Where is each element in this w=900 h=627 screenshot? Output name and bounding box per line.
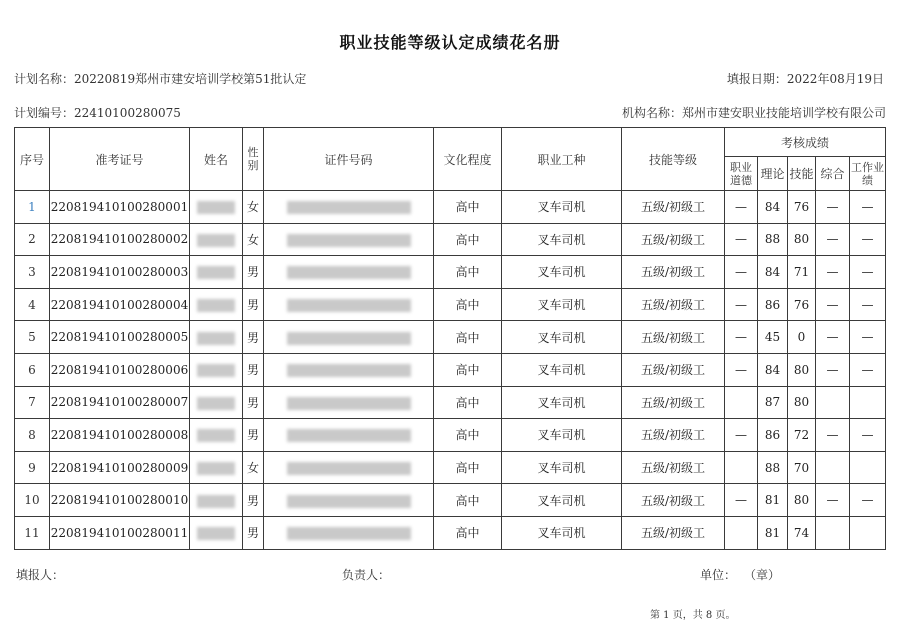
cell-theory: 88 (758, 223, 788, 256)
table-row (15, 353, 886, 386)
table-row (15, 191, 886, 224)
redacted-name (190, 353, 243, 386)
redacted-name (190, 484, 243, 517)
table-row (15, 484, 886, 517)
cell-education: 高中 (434, 288, 502, 321)
table-row (15, 516, 886, 549)
cell-work (850, 451, 886, 484)
redacted-name (190, 223, 243, 256)
cell-exam-no: 220819410100280010 (50, 484, 190, 517)
redaction-blur (197, 332, 235, 345)
cell-seq: 11 (15, 516, 50, 549)
cell-occupation: 叉车司机 (502, 484, 622, 517)
cell-theory: 88 (758, 451, 788, 484)
redacted-name (190, 321, 243, 354)
cell-skill: 76 (788, 288, 816, 321)
cell-occupation: 叉车司机 (502, 223, 622, 256)
cell-work: — (850, 321, 886, 354)
cell-work: — (850, 353, 886, 386)
cell-occupation: 叉车司机 (502, 386, 622, 419)
cell-occupation: 叉车司机 (502, 451, 622, 484)
fill-date: 填报日期：2022年08月19日 (726, 72, 884, 86)
redaction-blur (197, 397, 235, 410)
cell-exam-no: 220819410100280006 (50, 353, 190, 386)
cell-work: — (850, 191, 886, 224)
redacted-id (264, 321, 434, 354)
cell-seq: 2 (15, 223, 50, 256)
cell-work (850, 386, 886, 419)
cell-overall: — (816, 288, 850, 321)
cell-theory: 84 (758, 353, 788, 386)
cell-work: — (850, 256, 886, 289)
table-row (15, 256, 886, 289)
cell-level: 五级/初级工 (622, 353, 725, 386)
plan-number: 计划编号：22410100280075 (14, 106, 181, 120)
cell-seq: 6 (15, 353, 50, 386)
header-theory: 理论 (758, 157, 788, 191)
cell-skill: 76 (788, 191, 816, 224)
redaction-blur (287, 266, 411, 279)
cell-occupation: 叉车司机 (502, 256, 622, 289)
cell-exam-no: 220819410100280007 (50, 386, 190, 419)
cell-exam-no: 220819410100280005 (50, 321, 190, 354)
cell-seq: 1 (15, 191, 50, 224)
cell-level: 五级/初级工 (622, 386, 725, 419)
cell-occupation: 叉车司机 (502, 516, 622, 549)
cell-education: 高中 (434, 223, 502, 256)
plan-name: 计划名称：20220819郑州市建安培训学校第51批认定 (14, 72, 307, 86)
cell-education: 高中 (434, 516, 502, 549)
cell-overall: — (816, 191, 850, 224)
redaction-blur (197, 495, 235, 508)
redaction-blur (197, 201, 235, 214)
redaction-blur (287, 234, 411, 247)
redaction-blur (197, 462, 235, 475)
page-info: 第 1 页，共 8 页。 (650, 610, 736, 621)
redaction-blur (197, 527, 235, 540)
redaction-blur (287, 364, 411, 377)
redaction-blur (197, 234, 235, 247)
redacted-name (190, 191, 243, 224)
cell-skill: 71 (788, 256, 816, 289)
cell-work (850, 516, 886, 549)
cell-level: 五级/初级工 (622, 419, 725, 452)
cell-education: 高中 (434, 321, 502, 354)
header-work: 工作业绩 (850, 157, 886, 191)
cell-overall: — (816, 223, 850, 256)
header-ethics: 职业道德 (725, 157, 758, 191)
redacted-id (264, 191, 434, 224)
redacted-id (264, 353, 434, 386)
organization-name: 机构名称：郑州市建安职业技能培训学校有限公司 (621, 106, 886, 120)
header-exam-no: 准考证号 (50, 128, 190, 191)
cell-level: 五级/初级工 (622, 288, 725, 321)
cell-work: — (850, 288, 886, 321)
cell-theory: 86 (758, 288, 788, 321)
cell-level: 五级/初级工 (622, 191, 725, 224)
cell-overall (816, 451, 850, 484)
cell-gender: 男 (243, 386, 264, 419)
cell-gender: 男 (243, 321, 264, 354)
cell-gender: 男 (243, 353, 264, 386)
cell-exam-no: 220819410100280001 (50, 191, 190, 224)
cell-overall: — (816, 484, 850, 517)
cell-gender: 男 (243, 256, 264, 289)
cell-gender: 男 (243, 419, 264, 452)
cell-education: 高中 (434, 353, 502, 386)
table-row (15, 386, 886, 419)
cell-skill: 70 (788, 451, 816, 484)
redaction-blur (287, 462, 411, 475)
redacted-id (264, 419, 434, 452)
redacted-id (264, 256, 434, 289)
cell-education: 高中 (434, 191, 502, 224)
header-gender: 性别 (243, 128, 264, 191)
cell-ethics: — (725, 484, 758, 517)
cell-occupation: 叉车司机 (502, 191, 622, 224)
redacted-name (190, 516, 243, 549)
responsible-label: 负责人： (342, 568, 391, 582)
cell-skill: 80 (788, 386, 816, 419)
cell-education: 高中 (434, 386, 502, 419)
cell-ethics: — (725, 191, 758, 224)
header-education: 文化程度 (434, 128, 502, 191)
cell-seq: 9 (15, 451, 50, 484)
cell-education: 高中 (434, 419, 502, 452)
cell-ethics: — (725, 223, 758, 256)
cell-skill: 80 (788, 223, 816, 256)
redacted-id (264, 288, 434, 321)
cell-gender: 女 (243, 191, 264, 224)
header-skill: 技能 (788, 157, 816, 191)
cell-seq: 4 (15, 288, 50, 321)
cell-gender: 女 (243, 223, 264, 256)
cell-occupation: 叉车司机 (502, 419, 622, 452)
cell-occupation: 叉车司机 (502, 321, 622, 354)
cell-theory: 81 (758, 484, 788, 517)
cell-overall: — (816, 353, 850, 386)
cell-exam-no: 220819410100280002 (50, 223, 190, 256)
cell-exam-no: 220819410100280011 (50, 516, 190, 549)
redacted-name (190, 386, 243, 419)
cell-skill: 74 (788, 516, 816, 549)
cell-exam-no: 220819410100280009 (50, 451, 190, 484)
cell-exam-no: 220819410100280004 (50, 288, 190, 321)
redaction-blur (287, 527, 411, 540)
cell-theory: 86 (758, 419, 788, 452)
cell-level: 五级/初级工 (622, 256, 725, 289)
table-row (15, 451, 886, 484)
cell-gender: 男 (243, 516, 264, 549)
cell-education: 高中 (434, 256, 502, 289)
cell-theory: 84 (758, 191, 788, 224)
cell-work: — (850, 484, 886, 517)
cell-gender: 女 (243, 451, 264, 484)
redacted-name (190, 256, 243, 289)
cell-seq: 5 (15, 321, 50, 354)
redaction-blur (197, 266, 235, 279)
cell-exam-no: 220819410100280008 (50, 419, 190, 452)
redaction-blur (197, 299, 235, 312)
cell-work: — (850, 419, 886, 452)
filler-label: 填报人： (16, 568, 65, 582)
cell-ethics: — (725, 419, 758, 452)
cell-overall: — (816, 419, 850, 452)
cell-skill: 72 (788, 419, 816, 452)
cell-ethics (725, 386, 758, 419)
cell-exam-no: 220819410100280003 (50, 256, 190, 289)
page-title: 职业技能等级认定成绩花名册 (339, 33, 561, 52)
cell-ethics (725, 516, 758, 549)
cell-skill: 80 (788, 353, 816, 386)
header-overall: 综合 (816, 157, 850, 191)
cell-theory: 81 (758, 516, 788, 549)
table-row (15, 321, 886, 354)
table-row (15, 223, 886, 256)
redacted-id (264, 516, 434, 549)
cell-level: 五级/初级工 (622, 516, 725, 549)
seal-placeholder: （章） (750, 568, 781, 582)
cell-ethics: — (725, 256, 758, 289)
header-level: 技能等级 (622, 128, 725, 191)
header-occupation: 职业工种 (502, 128, 622, 191)
unit-block (700, 566, 780, 583)
redaction-blur (287, 201, 411, 214)
header-seq: 序号 (15, 128, 50, 191)
redacted-name (190, 419, 243, 452)
score-roster-table (14, 127, 886, 550)
cell-overall (816, 516, 850, 549)
cell-level: 五级/初级工 (622, 321, 725, 354)
cell-seq: 10 (15, 484, 50, 517)
roster-body (15, 191, 886, 550)
redaction-blur (197, 429, 235, 442)
cell-theory: 87 (758, 386, 788, 419)
cell-level: 五级/初级工 (622, 223, 725, 256)
cell-ethics: — (725, 353, 758, 386)
cell-gender: 男 (243, 288, 264, 321)
cell-occupation: 叉车司机 (502, 353, 622, 386)
redaction-blur (287, 299, 411, 312)
cell-seq: 3 (15, 256, 50, 289)
redaction-blur (287, 429, 411, 442)
cell-level: 五级/初级工 (622, 451, 725, 484)
cell-overall (816, 386, 850, 419)
table-row (15, 288, 886, 321)
header-name: 姓名 (190, 128, 243, 191)
redacted-id (264, 451, 434, 484)
cell-ethics: — (725, 321, 758, 354)
table-row (15, 419, 886, 452)
cell-skill: 80 (788, 484, 816, 517)
redacted-name (190, 288, 243, 321)
cell-ethics (725, 451, 758, 484)
redaction-blur (287, 495, 411, 508)
redaction-blur (197, 364, 235, 377)
redacted-name (190, 451, 243, 484)
cell-theory: 45 (758, 321, 788, 354)
redaction-blur (287, 332, 411, 345)
cell-overall: — (816, 321, 850, 354)
cell-level: 五级/初级工 (622, 484, 725, 517)
cell-skill: 0 (788, 321, 816, 354)
redacted-id (264, 223, 434, 256)
cell-overall: — (816, 256, 850, 289)
redacted-id (264, 386, 434, 419)
cell-occupation: 叉车司机 (502, 288, 622, 321)
cell-theory: 84 (758, 256, 788, 289)
cell-seq: 8 (15, 419, 50, 452)
unit-label: 单位： (700, 568, 737, 582)
cell-gender: 男 (243, 484, 264, 517)
redacted-id (264, 484, 434, 517)
header-id-no: 证件号码 (264, 128, 434, 191)
cell-education: 高中 (434, 484, 502, 517)
cell-ethics: — (725, 288, 758, 321)
header-scores-group: 考核成绩 (725, 128, 886, 157)
cell-seq: 7 (15, 386, 50, 419)
cell-work: — (850, 223, 886, 256)
cell-education: 高中 (434, 451, 502, 484)
redaction-blur (287, 397, 411, 410)
